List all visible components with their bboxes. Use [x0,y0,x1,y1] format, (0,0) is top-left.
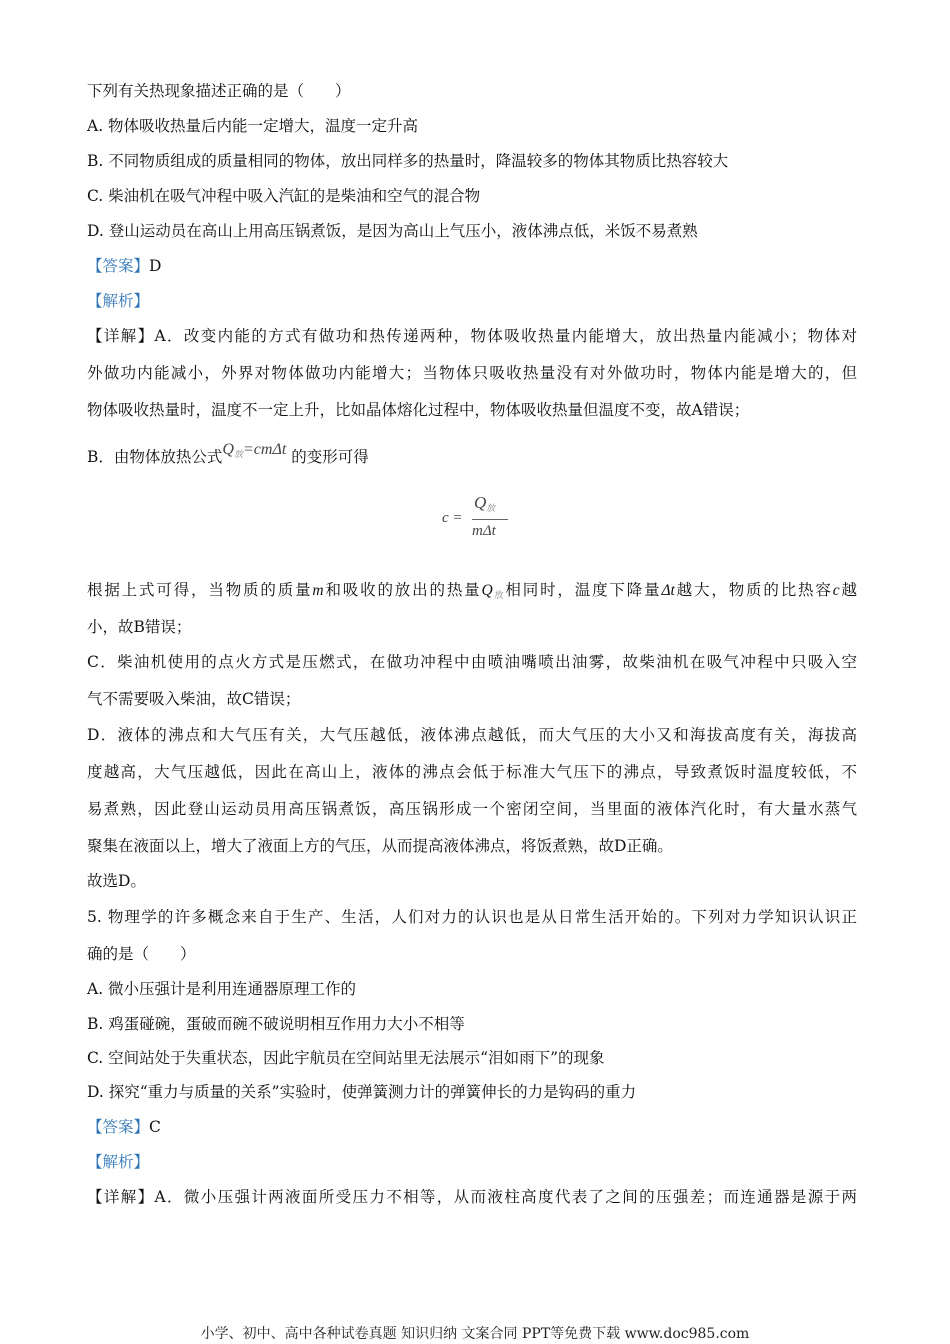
detail-label: 【详解】 [87,1188,155,1206]
q4-detail-a-line [87,325,857,347]
q5-detail-a-line [87,1186,857,1208]
detail-text: 的变形可得 [291,448,369,466]
footer-banner: 小学、初中、高中各种试卷真题 知识归纳 文案合同 PPT等免费下载 www.doc985.com [200,1326,750,1342]
q4-option-d: D. 登山运动员在高山上用高压锅煮饭，是因为高山上气压小，液体沸点低，米饭不易煮熟 [87,222,698,240]
q4-option-a: A. 物体吸收热量后内能一定增大，温度一定升高 [87,117,419,135]
t: 越大，物质的比热容 [674,581,833,599]
q4-stem: 下列有关热现象描述正确的是（ ） [87,82,351,100]
q4-conclusion: 故选D。 [87,872,146,890]
t: 越 [839,581,857,599]
q5-option-c: C. 空间站处于失重状态，因此宇航员在空间站里无法展示“泪如雨下”的现象 [87,1049,605,1067]
q4-detail-c-line: 气不需要吸入柴油，故C错误； [87,690,301,708]
q5-option-b: B. 鸡蛋碰碗，蛋破而碗不破说明相互作用力大小不相等 [87,1015,465,1033]
formula-numerator [474,493,495,514]
q4-detail-b-line [87,441,857,468]
q5-stem-line: 5. 物理学的许多概念来自于生产、生活，人们对力的认识也是从日常生活开始的。下列对力学知识认识正 [87,908,857,926]
detail-label: 【详解】 [87,327,155,345]
q5-option-a: A. 微小压强计是利用连通器原理工作的 [87,980,357,998]
inline-formula [222,441,286,458]
q5-option-d: D. 探究“重力与质量的关系”实验时，使弹簧测力计的弹簧伸长的力是钩码的重力 [87,1083,637,1101]
answer-label: 【答案】 [87,257,150,275]
q5-answer [87,1116,857,1138]
q4-detail-b2-line [87,579,857,601]
answer-value: C [149,1118,161,1136]
t: 相同时，温度下降量 [505,581,662,599]
q4-detail-d-line: 聚集在液面以上，增大了液面上方的气压，从而提高液体沸点，将饭煮熟，故D正确。 [87,837,673,855]
q4-detail-a-line: 外做功内能减小，外界对物体做功内能增大；当物体只吸收热量没有对外做功时，物体内能是增大的，但 [87,364,857,382]
formula-lhs: c = [442,510,463,526]
q4-detail-d-line: 易煮熟，因此登山运动员用高压锅煮饭，高压锅形成一个密闭空间，当里面的液体汽化时，有大量水蒸气 [87,800,857,818]
answer-label: 【答案】 [87,1118,150,1136]
t: 和吸收的放出的热量 [323,581,482,599]
t: 根据上式可得，当物质的质量 [87,581,313,599]
var-q-sub: 放 [492,591,506,601]
formula-denominator: mΔt [472,523,496,539]
display-formula [442,493,522,549]
detail-text: A．改变内能的方式有做功和热传递两种，物体吸收热量内能增大，放出热量内能减小；物体对 [154,327,857,345]
q4-detail-a-line: 物体吸收热量时，温度不一定上升，比如晶体熔化过程中，物体吸收热量但温度不变，故A错误； [87,401,750,419]
q4-option-b: B. 不同物质组成的质量相同的物体，放出同样多的热量时，降温较多的物体其物质比热容较大 [87,152,729,170]
var-m: m [312,582,324,599]
q4-detail-d-line: D．液体的沸点和大气压有关，大气压越低，液体沸点越低，而大气压的大小又和海拔高度有关，海拔高 [87,726,857,744]
formula-q: Q [474,493,487,512]
formula-rhs: =cmΔt [242,441,287,458]
var-c: c [832,582,840,599]
fraction-bar [472,519,508,520]
q4-detail-c-line: C．柴油机使用的点火方式是压燃式，在做功冲程中由喷油嘴喷出油雾，故柴油机在吸气冲程中只吸入空 [87,653,857,671]
q5-stem-line: 确的是（ ） [87,945,196,963]
formula-q: Q [222,441,234,458]
formula-sub: 放 [233,449,243,459]
var-dt: Δt [661,582,675,599]
formula-sub: 放 [486,503,496,513]
q4-answer [87,255,857,277]
var-q: Q [481,582,493,599]
detail-text: A．微小压强计两液面所受压力不相等，从而液柱高度代表了之间的压强差；而连通器是源于两 [154,1188,857,1206]
answer-value: D [149,257,162,275]
detail-text: B．由物体放热公式 [87,448,223,466]
q4-detail-d-line: 度越高，大气压越低，因此在高山上，液体的沸点会低于标准大气压下的沸点，导致煮饭时温度较低，不 [87,763,857,781]
q5-analysis-label: 【解析】 [87,1153,150,1171]
q4-analysis-label: 【解析】 [87,292,150,310]
q4-option-c: C. 柴油机在吸气冲程中吸入汽缸的是柴油和空气的混合物 [87,187,481,205]
q4-detail-b3: 小，故B错误； [87,618,192,636]
